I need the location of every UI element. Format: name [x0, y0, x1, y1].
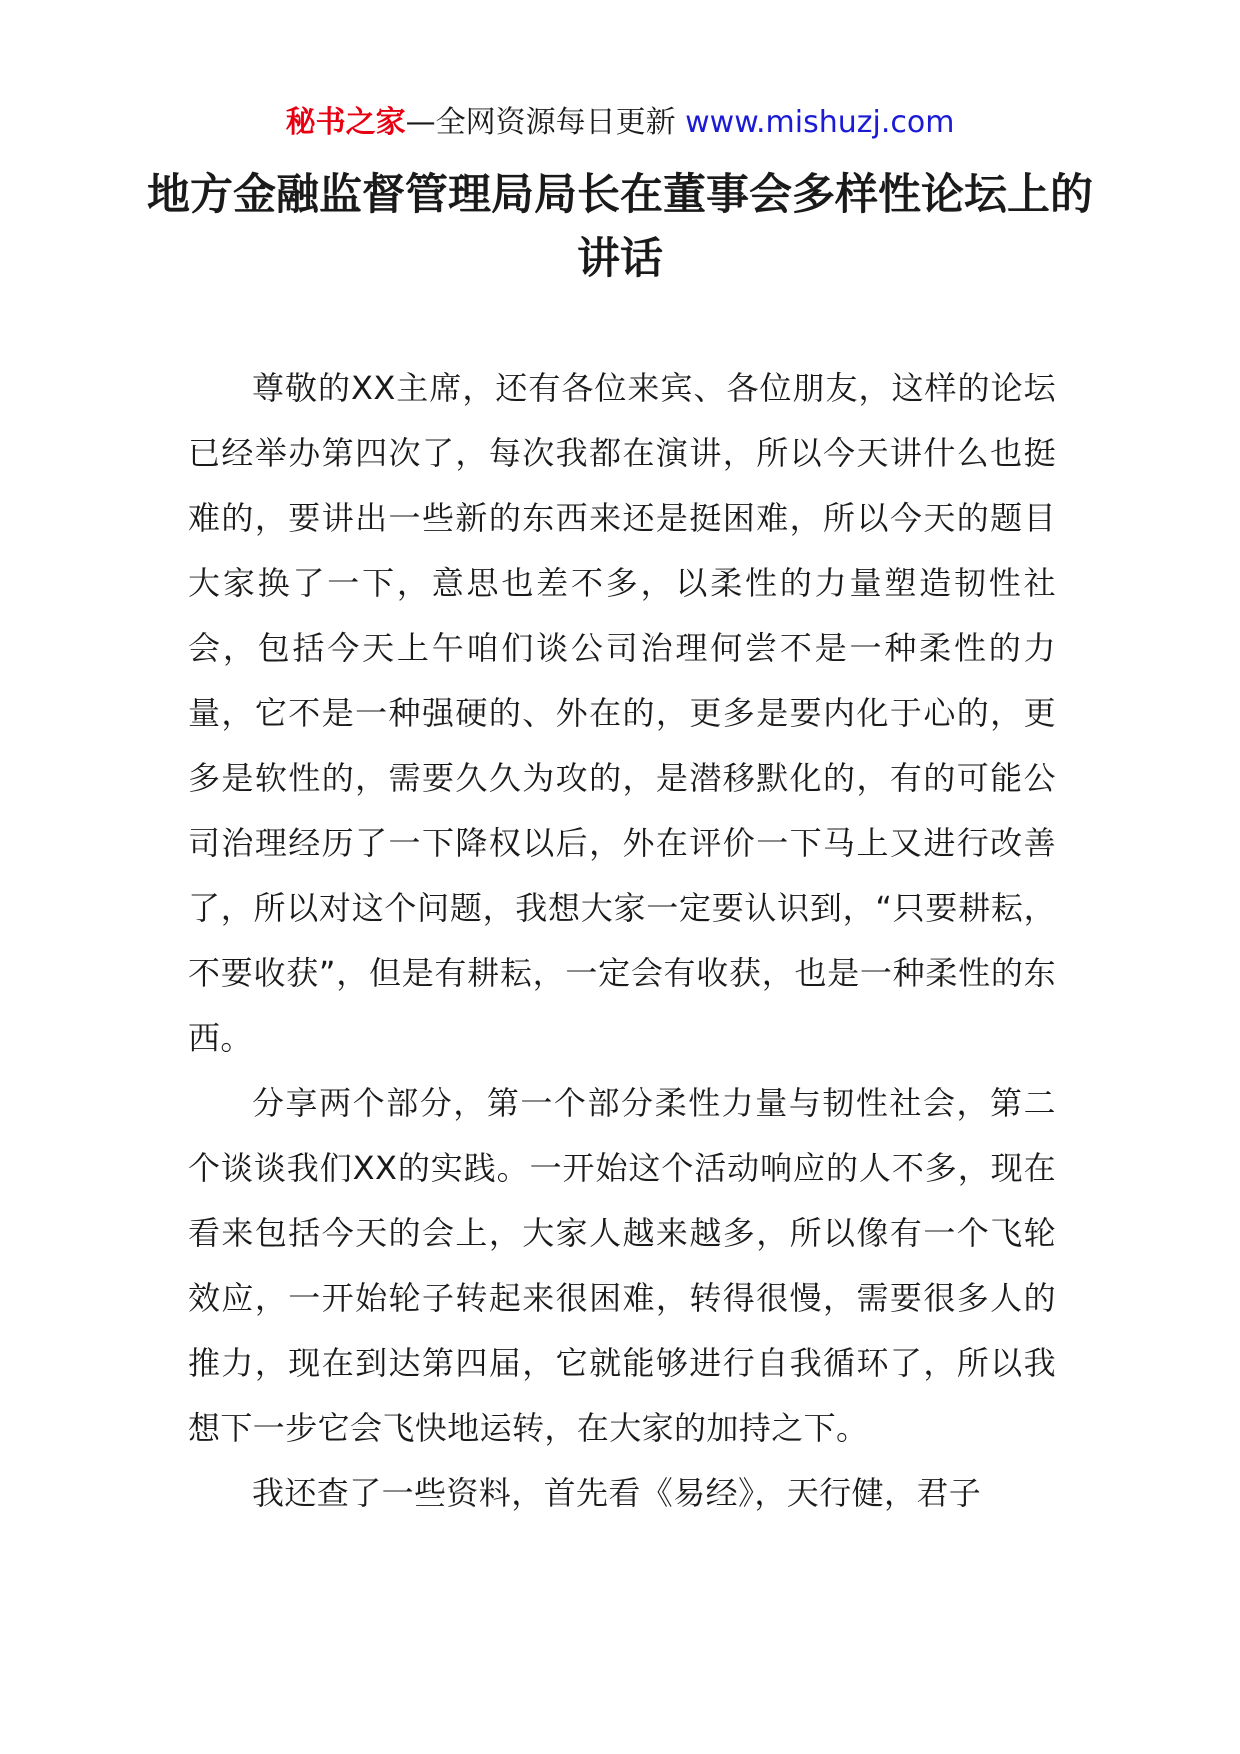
site-banner: [0, 103, 1240, 143]
paragraph-2: 分享两个部分，第一个部分柔性力量与韧性社会，第二个谈谈我们XX的实践。一开始这个活动响应的人不多，现在看来包括今天的会上，大家人越来越多，所以像有一个飞轮效应，一开始轮子转起来很困难，转得很慢，需要很多人的推力，现在到达第四届，它就能够进行自我循环了，所以我想下一步它会飞快地运转，在大家的加持之下。: [188, 1084, 1056, 1447]
site-url-link[interactable]: www.mishuzj.com: [685, 105, 955, 140]
banner-tagline: —全网资源每日更新: [405, 105, 686, 140]
document-title: 地方金融监督管理局局长在董事会多样性论坛上的讲话: [147, 170, 1093, 284]
document-body: [188, 356, 1056, 1526]
brand-name: 秘书之家: [285, 105, 406, 140]
paragraph-3: 我还查了一些资料，首先看《易经》，天行健，君子: [252, 1474, 982, 1512]
paragraph-1: 尊敬的XX主席，还有各位来宾、各位朋友，这样的论坛已经举办第四次了，每次我都在演讲，所以今天讲什么也挺难的，要讲出一些新的东西来还是挺困难，所以今天的题目大家换了一下，意思也差不多，以柔性的力量塑造韧性社会，包括今天上午咱们谈公司治理何尝不是一种柔性的力量，它不是一种强硬的、外在的，更多是要内化于心的，更多是软性的，需要久久为攻的，是潜移默化的，有的可能公司治理经历了一下降权以后，外在评价一下马上又进行改善了，所以对这个问题，我想大家一定要认识到，“只要耕耘，不要收获”，但是有耕耘，一定会有收获，也是一种柔性的东西。: [188, 369, 1056, 1057]
